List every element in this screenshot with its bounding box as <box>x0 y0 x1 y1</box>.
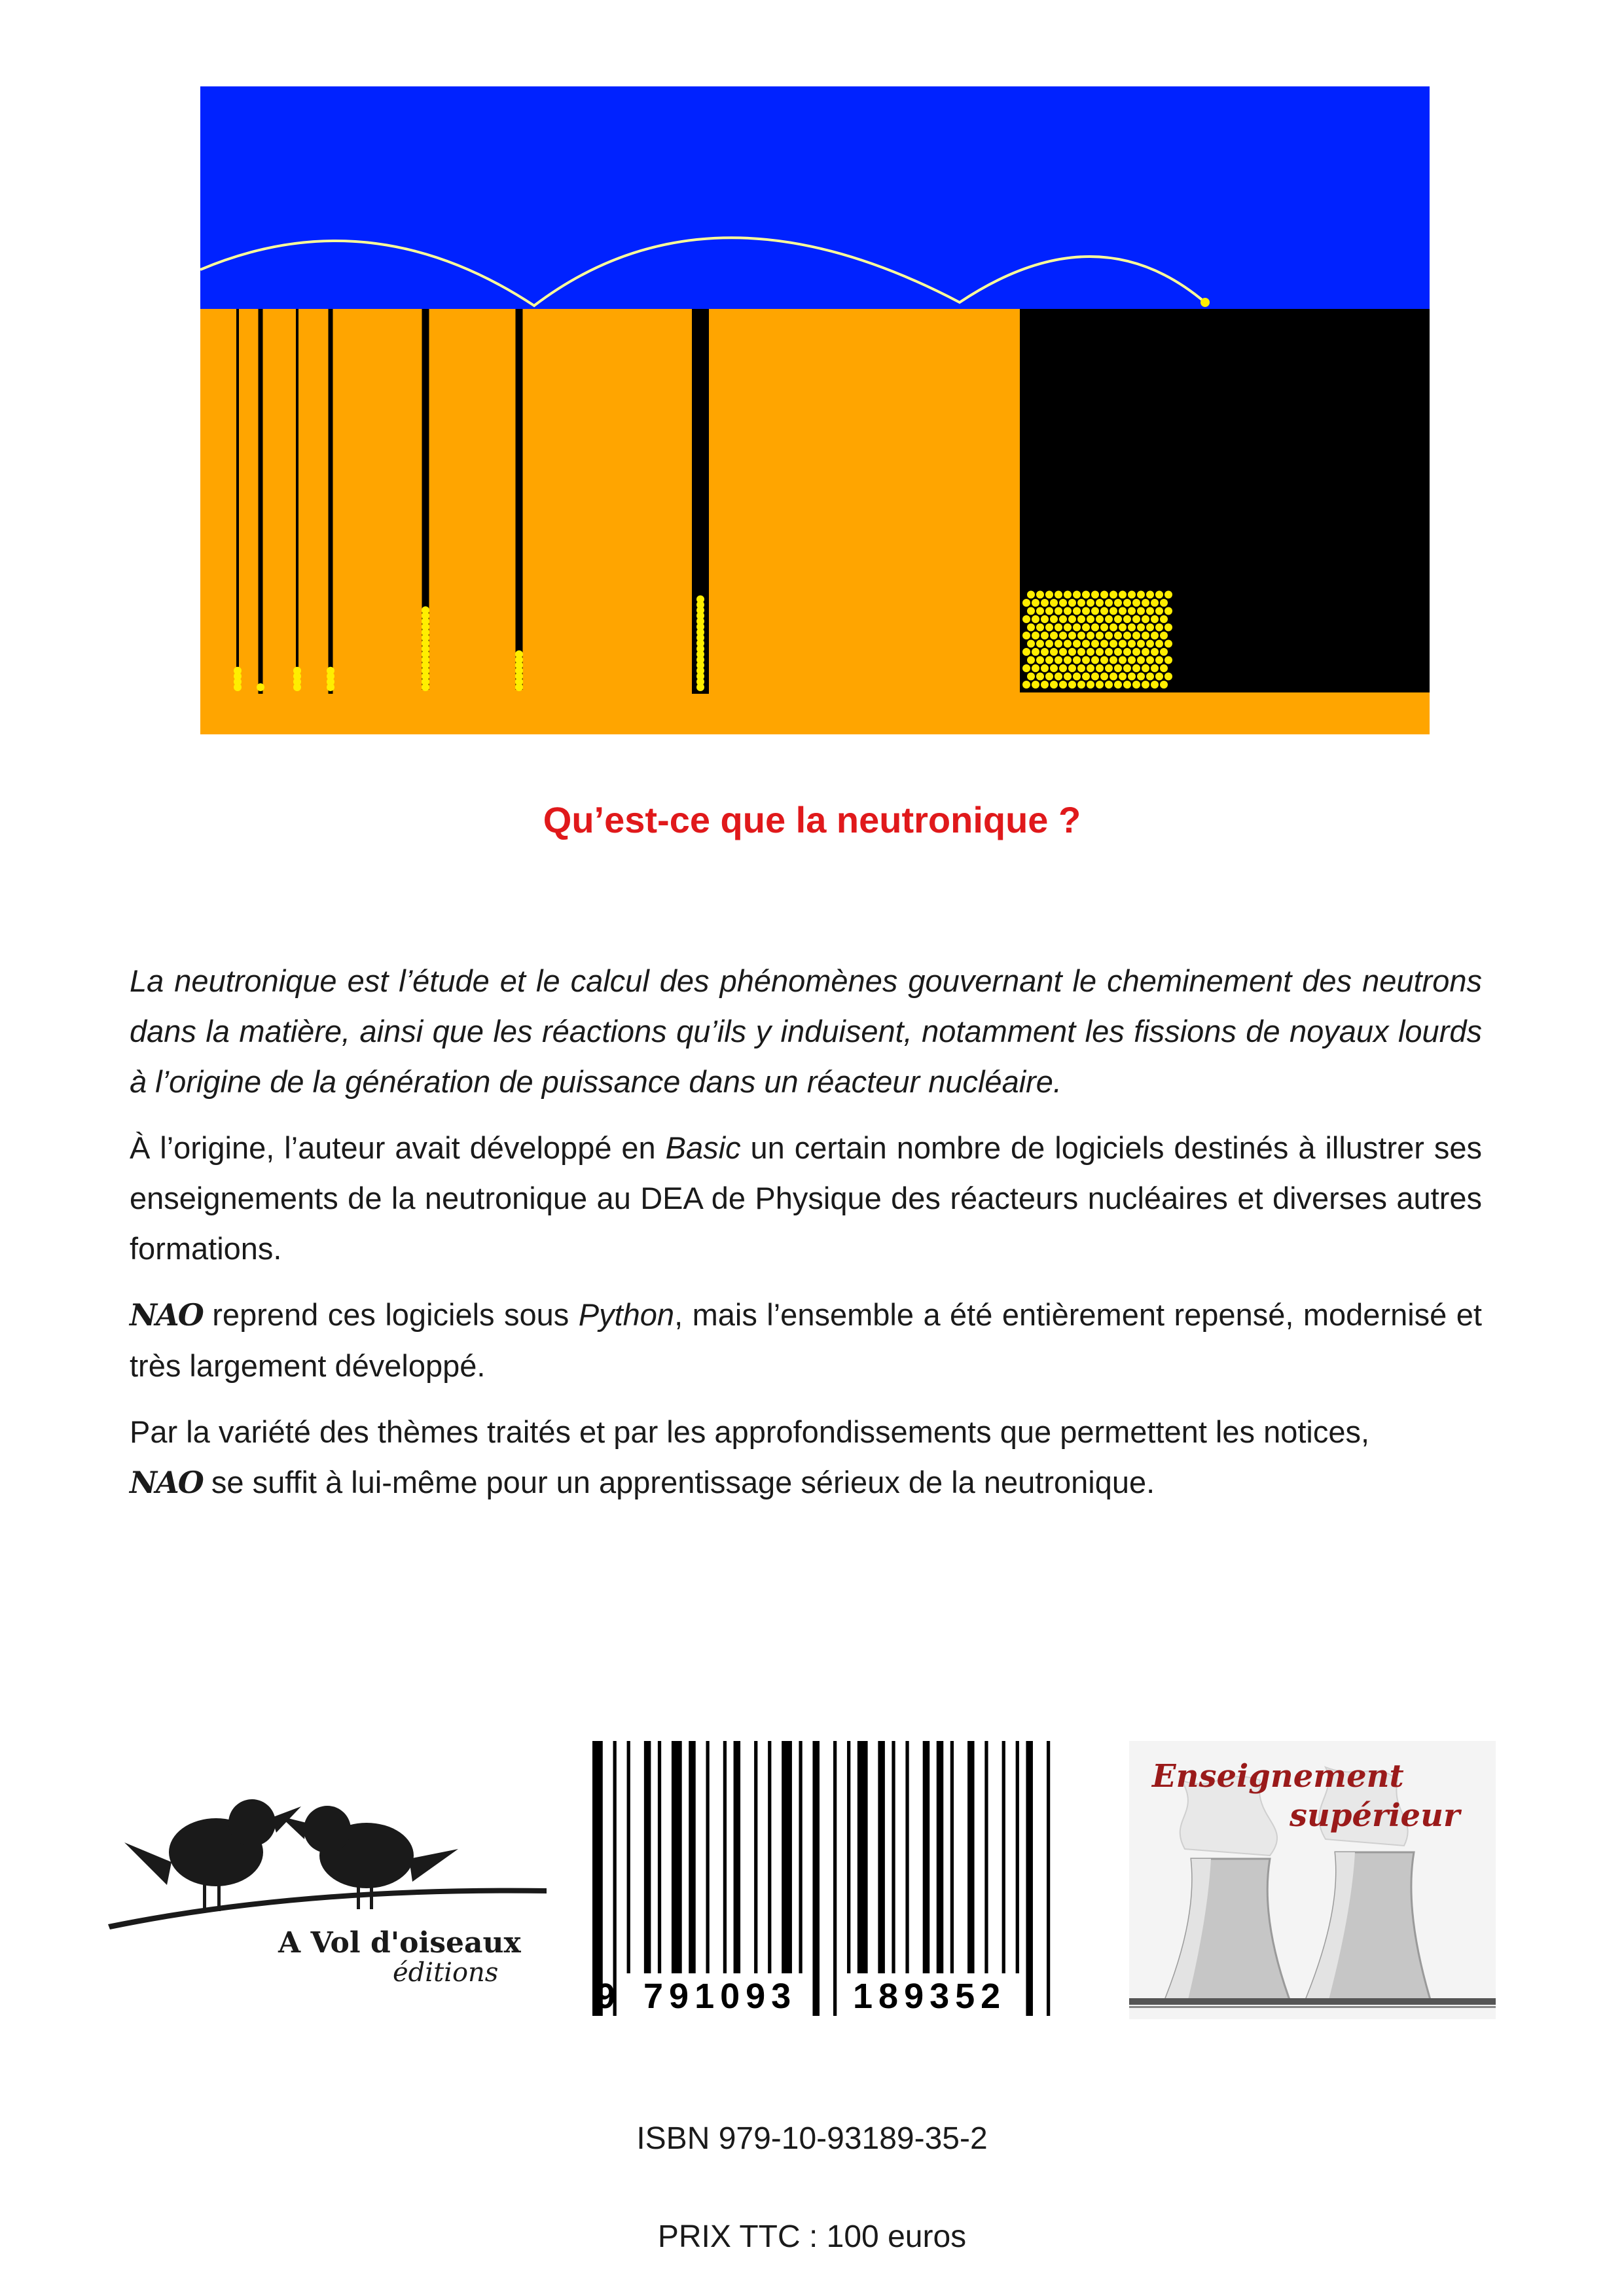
barcode-bar <box>923 1741 930 1973</box>
neutron-dot <box>1160 648 1168 656</box>
neutron-dot <box>1082 656 1090 664</box>
neutron-dot <box>1082 607 1090 615</box>
neutron-dot <box>1041 632 1049 639</box>
neutron-dot <box>1041 599 1049 607</box>
barcode-group1: 791093 <box>643 1977 797 2016</box>
neutron-dot <box>1114 615 1122 623</box>
neutron-dot <box>1151 632 1159 639</box>
neutron-dot <box>1123 664 1131 672</box>
neutron-dot <box>1114 599 1122 607</box>
neutron-dot <box>1142 648 1149 656</box>
neutron-dot <box>1022 615 1030 623</box>
publisher-name: A Vol d'oiseaux <box>278 1926 521 1960</box>
neutron-dot <box>1100 640 1108 648</box>
neutron-dot <box>1110 607 1117 615</box>
neutron-dot <box>1087 599 1094 607</box>
neutron-dot <box>1027 673 1035 681</box>
paragraph-scope: Par la variété des thèmes traités et par les approfondissements que permettent les notices, NAO se suffit à lui-même pour un apprentissage sérieux de la neutronique. <box>130 1414 1370 1500</box>
body-text <box>130 956 1482 1524</box>
neutron-dot <box>1064 591 1072 599</box>
neutron-dot <box>1160 615 1168 623</box>
barcode-bars <box>592 1741 1050 2016</box>
neutron-dot <box>1123 599 1131 607</box>
neutron-dot <box>1114 681 1122 689</box>
barcode <box>592 1741 1064 2022</box>
neutron-dot <box>1100 673 1108 681</box>
neutron-dot <box>1105 615 1113 623</box>
neutron-dot <box>1032 615 1039 623</box>
neutron-dot <box>1055 640 1062 648</box>
neutron-dot <box>1105 599 1113 607</box>
neutron-dot <box>1132 632 1140 639</box>
basic-term: Basic <box>665 1130 741 1165</box>
barcode-bar <box>799 1741 802 1973</box>
neutron-dot <box>1068 615 1076 623</box>
neutron-dot <box>1091 607 1099 615</box>
neutron-dot <box>1151 648 1159 656</box>
neutron-dot <box>1087 632 1094 639</box>
neutron-dot <box>1160 664 1168 672</box>
neutron-dot <box>1055 624 1062 632</box>
neutron-dot <box>1100 656 1108 664</box>
neutron-dot <box>1041 648 1049 656</box>
neutron-dot <box>1050 648 1058 656</box>
barcode-bar <box>950 1741 954 1973</box>
neutron-dot <box>1087 664 1094 672</box>
neutron-dot <box>1073 591 1081 599</box>
neutron-dot <box>1096 632 1104 639</box>
neutron-dot <box>1045 591 1053 599</box>
neutron-dot <box>1146 656 1154 664</box>
neutron-dot <box>1064 607 1072 615</box>
neutron-dot <box>1091 673 1099 681</box>
neutron-dot <box>1128 640 1136 648</box>
neutron-dot <box>1160 632 1168 639</box>
neutron-dot <box>1110 640 1117 648</box>
barcode-bar <box>905 1741 909 1973</box>
neutron-dot <box>1027 640 1035 648</box>
neutron-dot <box>1132 664 1140 672</box>
neutron-dot <box>1128 656 1136 664</box>
barcode-bar <box>967 1741 975 1973</box>
neutron-dot <box>1096 615 1104 623</box>
neutron-dot <box>1096 648 1104 656</box>
neutron-dot <box>1022 648 1030 656</box>
neutron-dot <box>1146 640 1154 648</box>
nao-logo: NAO <box>130 1297 203 1333</box>
two-birds-icon <box>108 1799 547 1929</box>
neutron-dot <box>1064 673 1072 681</box>
neutron-dot <box>1119 607 1127 615</box>
neutron-dot <box>1041 615 1049 623</box>
neutron-dot <box>1146 673 1154 681</box>
barcode-bar <box>782 1741 792 1973</box>
barcode-lead-digit: 9 <box>596 1977 616 2016</box>
barcode-bar <box>984 1741 988 1973</box>
neutron-dot <box>1160 681 1168 689</box>
barcode-bar <box>857 1741 868 1973</box>
neutron-dot <box>1073 624 1081 632</box>
barcode-bar <box>627 1741 630 1973</box>
neutron-dot <box>1105 648 1113 656</box>
neutron-dot <box>1036 656 1044 664</box>
neutron-dot <box>1068 648 1076 656</box>
barcode-bar <box>613 1741 617 2016</box>
neutron-dot <box>1123 615 1131 623</box>
neutron-dot <box>1146 591 1154 599</box>
neutron-dot <box>1100 591 1108 599</box>
neutron-dot <box>1151 599 1159 607</box>
sky-region <box>200 86 1430 309</box>
neutron-dot <box>1110 656 1117 664</box>
neutron-dot <box>1064 624 1072 632</box>
neutron-dot <box>1073 640 1081 648</box>
neutron-dot <box>1087 615 1094 623</box>
neutron-dot <box>422 606 429 614</box>
neutron-dot <box>1073 656 1081 664</box>
neutron-dot <box>1036 673 1044 681</box>
neutron-dot <box>1064 640 1072 648</box>
neutron-dot <box>1119 656 1127 664</box>
neutron-dot <box>1068 632 1076 639</box>
neutron-dot <box>1119 624 1127 632</box>
neutron-dot <box>1082 591 1090 599</box>
barcode-group2: 189352 <box>853 1977 1007 2016</box>
neutron-dot <box>1110 624 1117 632</box>
neutron-dot <box>1132 615 1140 623</box>
neutron-dot <box>1119 591 1127 599</box>
neutron-dot <box>1087 648 1094 656</box>
neutron-dot <box>1027 624 1035 632</box>
neutron-dot <box>1059 615 1067 623</box>
barcode-bar <box>833 1741 837 2016</box>
neutron-dot <box>1096 681 1104 689</box>
neutron-dot <box>696 596 704 603</box>
neutron-dot <box>1137 640 1145 648</box>
absorber-channel <box>329 309 333 694</box>
neutron-dot <box>1027 591 1035 599</box>
neutron-dot <box>1077 615 1085 623</box>
cover-illustration <box>200 86 1430 734</box>
absorber-channel <box>259 309 263 694</box>
neutron-dot <box>1045 624 1053 632</box>
neutron-dot <box>1032 599 1039 607</box>
neutron-dot <box>1068 599 1076 607</box>
neutron-dot <box>1045 673 1053 681</box>
neutron-dot <box>1105 681 1113 689</box>
neutron-dot <box>1022 664 1030 672</box>
neutron-dot <box>1123 632 1131 639</box>
neutron-dot <box>1142 615 1149 623</box>
barcode-bar <box>723 1741 727 1973</box>
barcode-bar <box>754 1741 757 1973</box>
barcode-bar <box>892 1741 895 1973</box>
neutron-dot <box>1164 591 1172 599</box>
neutron-dot <box>1137 607 1145 615</box>
neutron-dot <box>1082 673 1090 681</box>
publisher-logo <box>105 1770 556 1993</box>
neutron-dot <box>1055 591 1062 599</box>
series-line2: supérieur <box>1290 1797 1460 1834</box>
neutron-dot <box>1082 624 1090 632</box>
neutron-dot <box>1151 615 1159 623</box>
paragraph-nao: NAO reprend ces logiciels sous Python, mais l’ensemble a été entièrement repensé, modernisé et très largement développé. <box>130 1297 1482 1383</box>
neutron-dot <box>1045 607 1053 615</box>
neutron-dot <box>1022 681 1030 689</box>
neutron-dot <box>1151 664 1159 672</box>
neutron-dot <box>1087 681 1094 689</box>
neutron-dot <box>1027 656 1035 664</box>
neutron-dot <box>1022 599 1030 607</box>
neutron-dot <box>1132 599 1140 607</box>
paragraph-definition: La neutronique est l’étude et le calcul des phénomènes gouvernant le cheminement des neutrons dans la matière, ainsi que les réactions qu’ils y induisent, notamment les fissions de noyaux lourds à l’origine de la génération de puissance dans un réacteur nucléaire. <box>130 963 1482 1099</box>
neutron-dot <box>1123 681 1131 689</box>
barcode-bar <box>878 1741 885 1973</box>
neutron-dot <box>1091 624 1099 632</box>
neutron-dot <box>1032 632 1039 639</box>
neutron-dot <box>1077 632 1085 639</box>
neutron-dot <box>1059 632 1067 639</box>
neutron-dot <box>234 667 242 675</box>
neutron-dot <box>1050 664 1058 672</box>
neutron-dot <box>1082 640 1090 648</box>
neutron-dot <box>1055 673 1062 681</box>
neutron-dot <box>1055 607 1062 615</box>
neutron-dot <box>1050 599 1058 607</box>
neutron-dot <box>1164 640 1172 648</box>
neutron-dot <box>1128 591 1136 599</box>
neutron-dot <box>1132 681 1140 689</box>
neutron-dot <box>1073 673 1081 681</box>
barcode-bar <box>706 1741 709 1973</box>
neutron-dot <box>1110 673 1117 681</box>
neutron-dot <box>1096 599 1104 607</box>
neutron-dot <box>1114 648 1122 656</box>
neutron-dot <box>1142 664 1149 672</box>
neutron-dot <box>1045 656 1053 664</box>
neutron-dot <box>1059 664 1067 672</box>
neutron-dot <box>1077 599 1085 607</box>
neutron-dot <box>1164 607 1172 615</box>
neutron-dot <box>1100 607 1108 615</box>
barcode-bar <box>1047 1741 1050 2016</box>
neutron-dot <box>1077 648 1085 656</box>
neutron-dot <box>1142 632 1149 639</box>
paragraph-origin: À l’origine, l’auteur avait développé en Basic un certain nombre de logiciels destinés à illustrer ses enseignements de la neutronique au DEA de Physique des réacteurs nucléaires et diverses autres formations. <box>130 1130 1482 1266</box>
neutron-dot <box>293 667 301 675</box>
neutron-dot <box>1155 624 1163 632</box>
price: PRIX TTC : 100 euros <box>657 2219 967 2254</box>
series-line1: Enseignement <box>1152 1758 1404 1795</box>
neutron-dot <box>1050 681 1058 689</box>
barcode-bar <box>592 1741 603 2016</box>
neutron-dot <box>1059 681 1067 689</box>
barcode-bar <box>1016 1741 1019 1973</box>
barcode-bar <box>689 1741 696 1973</box>
neutron-dot <box>1123 648 1131 656</box>
neutron-end-dot <box>1200 298 1210 307</box>
neutron-dot <box>1036 624 1044 632</box>
barcode-bar <box>812 1741 820 2016</box>
neutron-dot <box>1128 624 1136 632</box>
barcode-bar <box>672 1741 682 1973</box>
neutron-dot <box>1128 607 1136 615</box>
barcode-bar <box>734 1741 741 1973</box>
neutron-dot <box>1050 632 1058 639</box>
neutron-dot <box>1032 681 1039 689</box>
neutron-dot <box>1155 656 1163 664</box>
neutron-dot <box>1114 664 1122 672</box>
neutron-dot <box>1137 673 1145 681</box>
neutron-dot <box>1091 656 1099 664</box>
neutron-dot <box>1105 664 1113 672</box>
neutron-dot <box>1036 640 1044 648</box>
neutron-dot <box>1151 681 1159 689</box>
neutron-dot <box>257 683 264 691</box>
neutron-dot <box>1137 656 1145 664</box>
neutron-dot <box>1091 591 1099 599</box>
neutron-dot <box>1041 664 1049 672</box>
neutron-dot <box>1041 681 1049 689</box>
neutron-dot <box>1164 656 1172 664</box>
neutron-dot <box>1077 681 1085 689</box>
neutron-dot <box>1073 607 1081 615</box>
neutron-dot <box>1137 624 1145 632</box>
neutron-dot <box>1077 664 1085 672</box>
neutron-dot <box>1142 599 1149 607</box>
neutron-dot <box>1059 648 1067 656</box>
neutron-dot <box>1105 632 1113 639</box>
neutron-dot <box>1050 615 1058 623</box>
barcode-bar <box>937 1741 944 1973</box>
neutron-dot <box>1045 640 1053 648</box>
neutron-dot <box>1137 591 1145 599</box>
neutron-dot <box>1155 673 1163 681</box>
neutron-dot <box>1164 624 1172 632</box>
neutron-dot <box>1064 656 1072 664</box>
neutron-dot <box>1160 599 1168 607</box>
absorber-channel <box>236 309 239 689</box>
neutron-dot <box>1059 599 1067 607</box>
neutron-dot <box>327 667 334 675</box>
neutron-dot <box>1027 607 1035 615</box>
page-title: Qu’est-ce que la neutronique ? <box>543 799 1081 840</box>
neutron-dot <box>1032 648 1039 656</box>
neutron-dot <box>1155 640 1163 648</box>
barcode-bar <box>658 1741 661 1973</box>
neutron-dot <box>1119 673 1127 681</box>
neutron-dot <box>1096 664 1104 672</box>
neutron-dot <box>1164 673 1172 681</box>
neutron-dot <box>1146 607 1154 615</box>
neutron-dot <box>1110 591 1117 599</box>
isbn: ISBN 979-10-93189-35-2 <box>636 2121 988 2156</box>
neutron-dot <box>1155 607 1163 615</box>
python-term: Python <box>578 1297 675 1332</box>
neutron-dot <box>1068 681 1076 689</box>
barcode-bar <box>847 1741 850 1973</box>
neutron-dot <box>1119 640 1127 648</box>
publisher-subtitle: éditions <box>393 1958 499 1988</box>
absorber-channel <box>516 309 523 690</box>
neutron-dot <box>1114 632 1122 639</box>
neutron-dot <box>1132 648 1140 656</box>
neutron-dot <box>1155 591 1163 599</box>
neutron-dot <box>1142 681 1149 689</box>
nao-logo: NAO <box>130 1465 203 1500</box>
neutron-dot <box>1100 624 1108 632</box>
barcode-bar <box>768 1741 771 1973</box>
barcode-bar <box>1026 1741 1033 2016</box>
neutron-dot <box>1032 664 1039 672</box>
neutron-dot <box>515 651 523 658</box>
neutron-dot <box>1091 640 1099 648</box>
barcode-bar <box>644 1741 651 1973</box>
neutron-dot <box>1022 632 1030 639</box>
neutron-dot <box>1036 607 1044 615</box>
barcode-bar <box>1002 1741 1005 1973</box>
neutron-dot <box>1146 624 1154 632</box>
series-logo <box>1129 1741 1496 2022</box>
absorber-channel <box>296 309 298 689</box>
neutron-dot <box>1068 664 1076 672</box>
neutron-dot <box>1036 591 1044 599</box>
neutron-dot <box>1128 673 1136 681</box>
neutron-dot <box>1055 656 1062 664</box>
